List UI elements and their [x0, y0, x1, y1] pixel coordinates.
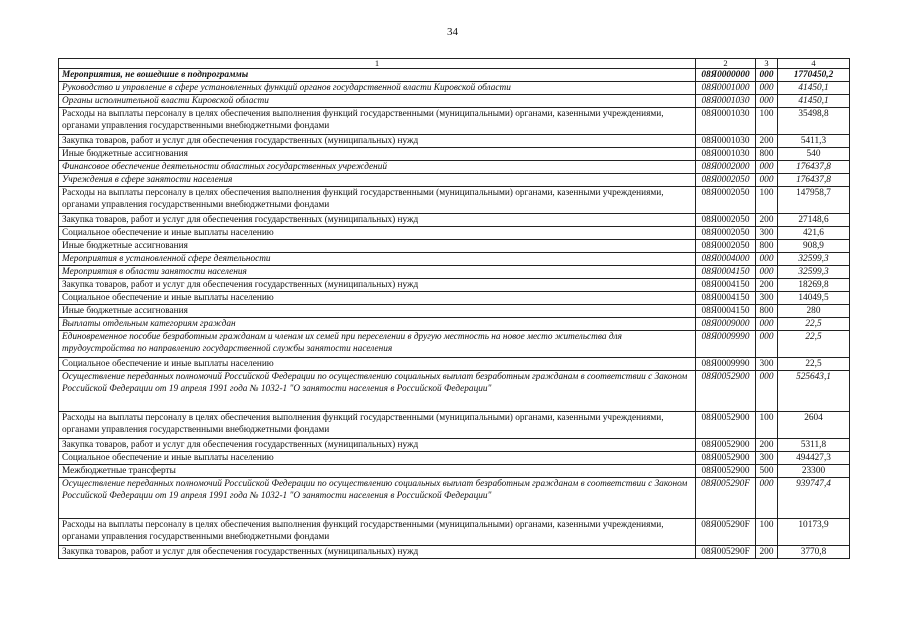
- row-code-cell: 08Я005290F: [696, 478, 756, 519]
- row-type-cell: 300: [756, 358, 778, 371]
- row-code-cell: 08Я0052900: [696, 439, 756, 452]
- table-header-row: [59, 59, 850, 69]
- row-name-cell: Финансовое обеспечение деятельности областных государственных учреждений: [59, 161, 696, 174]
- row-name-cell: Осуществление переданных полномочий Российской Федерации по осуществлению социальных выплат безработным гражданам в соответствии с Законом Российской Федерации от 19 апреля 1991 года № 1032-1 "О занятости населения в Российской Федерации": [59, 478, 696, 519]
- table-row: [59, 465, 850, 478]
- row-amount-cell: 41450,1: [778, 95, 850, 108]
- row-code-cell: 08Я0002000: [696, 161, 756, 174]
- table-row: [59, 358, 850, 371]
- row-type-cell: 200: [756, 135, 778, 148]
- row-code-cell: 08Я0009000: [696, 318, 756, 331]
- row-type-cell: 000: [756, 266, 778, 279]
- row-code-cell: 08Я0002050: [696, 240, 756, 253]
- row-name-cell: Межбюджетные трансферты: [59, 465, 696, 478]
- row-code-cell: 08Я0052900: [696, 412, 756, 439]
- row-code-cell: 08Я0009990: [696, 331, 756, 358]
- row-name-cell: Закупка товаров, работ и услуг для обеспечения государственных (муниципальных) нужд: [59, 439, 696, 452]
- row-type-cell: 300: [756, 452, 778, 465]
- row-type-cell: 800: [756, 305, 778, 318]
- row-code-cell: 08Я0004150: [696, 279, 756, 292]
- row-type-cell: 000: [756, 318, 778, 331]
- row-amount-cell: 3770,8: [778, 546, 850, 559]
- table-row: [59, 135, 850, 148]
- row-amount-cell: 939747,4: [778, 478, 850, 519]
- row-name-cell: Иные бюджетные ассигнования: [59, 305, 696, 318]
- row-code-cell: 08Я0052900: [696, 371, 756, 412]
- row-code-cell: 08Я005290F: [696, 519, 756, 546]
- row-amount-cell: 176437,8: [778, 174, 850, 187]
- row-name-cell: Иные бюджетные ассигнования: [59, 148, 696, 161]
- row-name-cell: Расходы на выплаты персоналу в целях обеспечения выполнения функций государственными (муниципальными) органами, казенными учреждениями, органами управления государственными внебюджетными фондами: [59, 108, 696, 135]
- row-code-cell: 08Я0009990: [696, 358, 756, 371]
- row-code-cell: 08Я0002050: [696, 187, 756, 214]
- row-amount-cell: 421,6: [778, 227, 850, 240]
- row-code-cell: 08Я0052900: [696, 452, 756, 465]
- row-amount-cell: 32599,3: [778, 253, 850, 266]
- row-name-cell: Единовременное пособие безработным гражданам и членам их семей при переселении в другую местность на новое место жительства для трудоустройства по направлению государственной службы занятости населения: [59, 331, 696, 358]
- row-name-cell: Расходы на выплаты персоналу в целях обеспечения выполнения функций государственными (муниципальными) органами, казенными учреждениями, органами управления государственными внебюджетными фондами: [59, 519, 696, 546]
- row-type-cell: 800: [756, 148, 778, 161]
- row-amount-cell: 908,9: [778, 240, 850, 253]
- row-amount-cell: 2604: [778, 412, 850, 439]
- row-amount-cell: 14049,5: [778, 292, 850, 305]
- row-code-cell: 08Я0004000: [696, 253, 756, 266]
- row-amount-cell: 22,5: [778, 318, 850, 331]
- row-type-cell: 000: [756, 69, 778, 82]
- row-type-cell: 200: [756, 279, 778, 292]
- row-amount-cell: 147958,7: [778, 187, 850, 214]
- row-type-cell: 200: [756, 546, 778, 559]
- row-amount-cell: 494427,3: [778, 452, 850, 465]
- row-code-cell: 08Я0001000: [696, 82, 756, 95]
- table-row: [59, 546, 850, 559]
- table-row: [59, 478, 850, 519]
- row-code-cell: 08Я0002050: [696, 214, 756, 227]
- table-row: [59, 318, 850, 331]
- row-type-cell: 000: [756, 331, 778, 358]
- row-code-cell: 08Я0001030: [696, 135, 756, 148]
- row-name-cell: Закупка товаров, работ и услуг для обеспечения государственных (муниципальных) нужд: [59, 214, 696, 227]
- row-amount-cell: 18269,8: [778, 279, 850, 292]
- table-row: [59, 148, 850, 161]
- row-amount-cell: 280: [778, 305, 850, 318]
- row-code-cell: 08Я0002050: [696, 174, 756, 187]
- row-code-cell: 08Я0052900: [696, 465, 756, 478]
- row-amount-cell: 1770450,2: [778, 69, 850, 82]
- table-row: [59, 82, 850, 95]
- row-amount-cell: 176437,8: [778, 161, 850, 174]
- row-code-cell: 08Я0004150: [696, 292, 756, 305]
- row-type-cell: 500: [756, 465, 778, 478]
- row-amount-cell: 35498,8: [778, 108, 850, 135]
- row-name-cell: Мероприятия, не вошедшие в подпрограммы: [59, 69, 696, 82]
- row-code-cell: 08Я0002050: [696, 227, 756, 240]
- table-row: [59, 279, 850, 292]
- row-type-cell: 300: [756, 227, 778, 240]
- row-type-cell: 000: [756, 161, 778, 174]
- row-amount-cell: 5411,3: [778, 135, 850, 148]
- header-cell: 1: [59, 59, 696, 69]
- row-name-cell: Социальное обеспечение и иные выплаты населению: [59, 227, 696, 240]
- table-row: [59, 292, 850, 305]
- row-name-cell: Учреждения в сфере занятости населения: [59, 174, 696, 187]
- row-name-cell: Закупка товаров, работ и услуг для обеспечения государственных (муниципальных) нужд: [59, 279, 696, 292]
- header-cell: 4: [778, 59, 850, 69]
- row-type-cell: 000: [756, 478, 778, 519]
- row-type-cell: 100: [756, 519, 778, 546]
- row-type-cell: 200: [756, 439, 778, 452]
- row-name-cell: Социальное обеспечение и иные выплаты населению: [59, 452, 696, 465]
- row-name-cell: Выплаты отдельным категориям граждан: [59, 318, 696, 331]
- row-type-cell: 800: [756, 240, 778, 253]
- row-code-cell: 08Я005290F: [696, 546, 756, 559]
- row-type-cell: 000: [756, 253, 778, 266]
- table-row: [59, 214, 850, 227]
- row-name-cell: Закупка товаров, работ и услуг для обеспечения государственных (муниципальных) нужд: [59, 546, 696, 559]
- row-code-cell: 08Я0001030: [696, 148, 756, 161]
- table-row: [59, 187, 850, 214]
- row-amount-cell: 10173,9: [778, 519, 850, 546]
- row-code-cell: 08Я0000000: [696, 69, 756, 82]
- table-row: [59, 253, 850, 266]
- row-type-cell: 300: [756, 292, 778, 305]
- row-amount-cell: 23300: [778, 465, 850, 478]
- table-row: [59, 69, 850, 82]
- table-row: [59, 305, 850, 318]
- row-type-cell: 000: [756, 174, 778, 187]
- row-amount-cell: 540: [778, 148, 850, 161]
- page-number: 34: [447, 26, 458, 38]
- row-type-cell: 000: [756, 82, 778, 95]
- table-row: [59, 266, 850, 279]
- row-code-cell: 08Я0001030: [696, 95, 756, 108]
- row-name-cell: Мероприятия в установленной сфере деятельности: [59, 253, 696, 266]
- row-code-cell: 08Я0004150: [696, 305, 756, 318]
- row-name-cell: Иные бюджетные ассигнования: [59, 240, 696, 253]
- row-amount-cell: 41450,1: [778, 82, 850, 95]
- row-amount-cell: 22,5: [778, 358, 850, 371]
- row-name-cell: Мероприятия в области занятости населения: [59, 266, 696, 279]
- row-name-cell: Социальное обеспечение и иные выплаты населению: [59, 358, 696, 371]
- row-code-cell: 08Я0004150: [696, 266, 756, 279]
- row-amount-cell: 32599,3: [778, 266, 850, 279]
- table-row: [59, 412, 850, 439]
- table-row: [59, 452, 850, 465]
- row-type-cell: 000: [756, 95, 778, 108]
- row-name-cell: Осуществление переданных полномочий Российской Федерации по осуществлению социальных выплат безработным гражданам в соответствии с Законом Российской Федерации от 19 апреля 1991 года № 1032-1 "О занятости населения в Российской Федерации": [59, 371, 696, 412]
- row-name-cell: Социальное обеспечение и иные выплаты населению: [59, 292, 696, 305]
- row-type-cell: 100: [756, 108, 778, 135]
- row-amount-cell: 27148,6: [778, 214, 850, 227]
- header-cell: 2: [696, 59, 756, 69]
- table-row: [59, 95, 850, 108]
- row-name-cell: Закупка товаров, работ и услуг для обеспечения государственных (муниципальных) нужд: [59, 135, 696, 148]
- table-row: [59, 227, 850, 240]
- row-type-cell: 200: [756, 214, 778, 227]
- row-name-cell: Руководство и управление в сфере установленных функций органов государственной власти Кировской области: [59, 82, 696, 95]
- row-amount-cell: 525643,1: [778, 371, 850, 412]
- row-name-cell: Расходы на выплаты персоналу в целях обеспечения выполнения функций государственными (муниципальными) органами, казенными учреждениями, органами управления государственными внебюджетными фондами: [59, 187, 696, 214]
- row-amount-cell: 22,5: [778, 331, 850, 358]
- row-name-cell: Органы исполнительной власти Кировской области: [59, 95, 696, 108]
- row-type-cell: 100: [756, 412, 778, 439]
- table-row: [59, 331, 850, 358]
- table-row: [59, 161, 850, 174]
- table-row: [59, 439, 850, 452]
- table-row: [59, 174, 850, 187]
- table-row: [59, 371, 850, 412]
- table-row: [59, 519, 850, 546]
- row-type-cell: 000: [756, 371, 778, 412]
- table-row: [59, 108, 850, 135]
- row-code-cell: 08Я0001030: [696, 108, 756, 135]
- row-type-cell: 100: [756, 187, 778, 214]
- budget-table: [58, 58, 850, 559]
- row-name-cell: Расходы на выплаты персоналу в целях обеспечения выполнения функций государственными (муниципальными) органами, казенными учреждениями, органами управления государственными внебюджетными фондами: [59, 412, 696, 439]
- table-row: [59, 240, 850, 253]
- row-amount-cell: 5311,8: [778, 439, 850, 452]
- header-cell: 3: [756, 59, 778, 69]
